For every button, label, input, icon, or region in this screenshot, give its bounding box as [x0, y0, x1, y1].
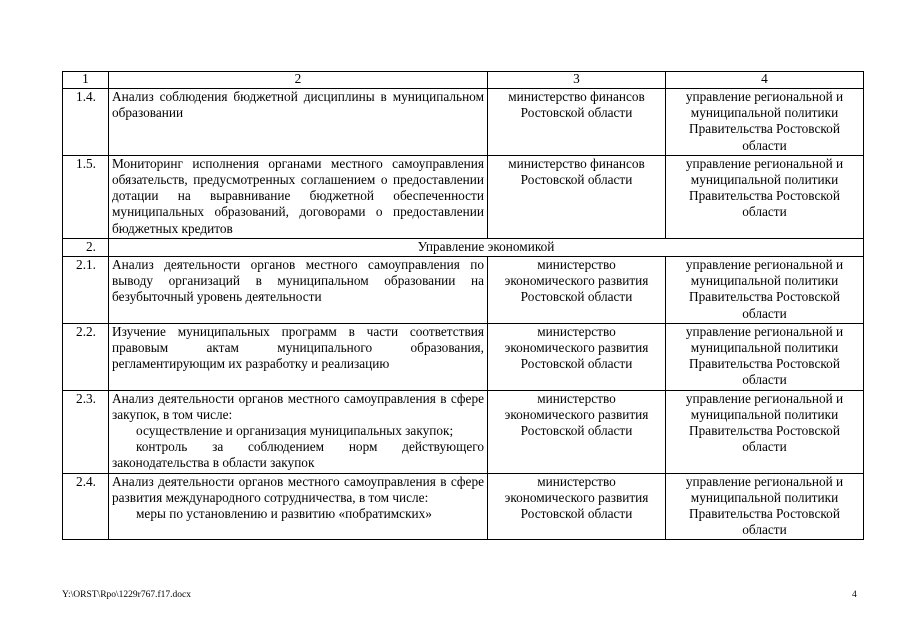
- table-row: [63, 257, 864, 324]
- section-title: Управление экономикой: [109, 238, 864, 256]
- header-col-1: 1: [63, 72, 109, 89]
- responsible-cell: министерство экономического развития Ростовской области: [488, 473, 666, 540]
- document-table: [62, 71, 864, 540]
- coexecutor-cell: управление региональной и муниципальной политики Правительства Ростовской области: [666, 323, 864, 390]
- activity-text: Анализ деятельности органов местного самоуправления в сфере развития международного сотрудничества, в том числе:: [112, 473, 484, 505]
- activity-text: Мониторинг исполнения органами местного самоуправления обязательств, предусмотренных соглашением о предоставлении дотации на выравнивание бюджетной обеспеченности муниципальных образований, договорами о предоставлении бюджетных кредитов: [112, 155, 484, 236]
- activity-text: Анализ деятельности органов местного самоуправления в сфере закупок, в том числе:: [112, 390, 484, 422]
- activity-text: Анализ деятельности органов местного самоуправления по выводу организаций в муниципальном образовании на безубыточный уровень деятельности: [112, 257, 484, 305]
- coexecutor-cell: управление региональной и муниципальной политики Правительства Ростовской области: [666, 89, 864, 156]
- header-col-4: 4: [666, 72, 864, 89]
- table-row: [63, 155, 864, 238]
- activity-subitem: осуществление и организация муниципальных закупок;: [136, 423, 454, 439]
- activity-text: Изучение муниципальных программ в части соответствия правовым актам муниципального образования, регламентирующим их разработку и реализацию: [112, 323, 484, 372]
- page-number: 4: [852, 590, 857, 600]
- activity-cell: [109, 473, 488, 540]
- activity-cell: [109, 89, 488, 156]
- table-row: [63, 473, 864, 540]
- activity-cell: [109, 323, 488, 390]
- activity-text: Анализ соблюдения бюджетной дисциплины в муниципальном образовании: [112, 89, 484, 121]
- activity-cell: [109, 155, 488, 238]
- coexecutor-cell: управление региональной и муниципальной политики Правительства Ростовской области: [666, 390, 864, 473]
- coexecutor-cell: управление региональной и муниципальной политики Правительства Ростовской области: [666, 155, 864, 238]
- activity-cell: [109, 390, 488, 473]
- row-number: 1.4.: [63, 89, 109, 156]
- header-col-2: 2: [109, 72, 488, 89]
- table-row: [63, 323, 864, 390]
- responsible-cell: министерство финансов Ростовской области: [488, 89, 666, 156]
- row-number: 1.5.: [63, 155, 109, 238]
- row-number: 2.1.: [63, 257, 109, 324]
- responsible-cell: министерство финансов Ростовской области: [488, 155, 666, 238]
- responsible-cell: министерство экономического развития Ростовской области: [488, 390, 666, 473]
- footer-file-path: Y:\ORST\Rpo\1229r767.f17.docx: [62, 590, 191, 600]
- responsible-cell: министерство экономического развития Ростовской области: [488, 257, 666, 324]
- table-row: [63, 390, 864, 473]
- row-number: 2.4.: [63, 473, 109, 540]
- row-number: 2.3.: [63, 390, 109, 473]
- coexecutor-cell: управление региональной и муниципальной политики Правительства Ростовской области: [666, 257, 864, 324]
- table-row: [63, 89, 864, 156]
- row-number: 2.2.: [63, 323, 109, 390]
- activity-cell: [109, 257, 488, 324]
- responsible-cell: министерство экономического развития Ростовской области: [488, 323, 666, 390]
- header-row: [63, 72, 864, 89]
- row-number: 2.: [63, 238, 109, 256]
- header-col-3: 3: [488, 72, 666, 89]
- section-row: [63, 238, 864, 256]
- activity-subitem: меры по установлению и развитию «побратимских»: [136, 506, 432, 522]
- coexecutor-cell: управление региональной и муниципальной политики Правительства Ростовской области: [666, 473, 864, 540]
- activity-subitem: контроль за соблюдением норм действующего законодательства в области закупок: [112, 439, 484, 471]
